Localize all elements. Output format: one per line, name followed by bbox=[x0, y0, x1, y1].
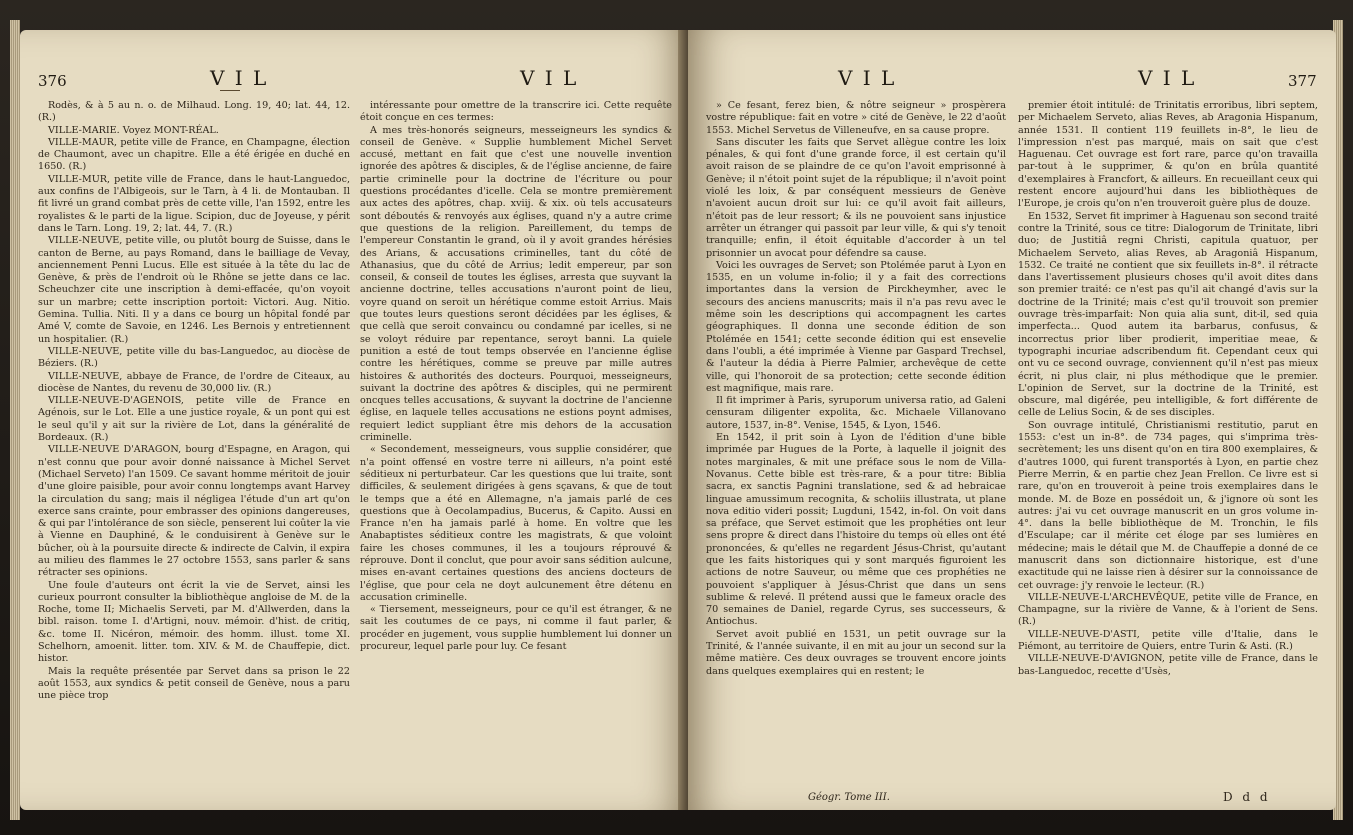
paragraph: VILLE-NEUVE, petite ville du bas-Languedoc, au diocèse de Béziers. (R.) bbox=[38, 345, 350, 370]
paragraph: VILLE-NEUVE-D'AVIGNON, petite ville de France, dans le bas-Languedoc, recette d'Usès, bbox=[1018, 653, 1318, 677]
right-column-1 bbox=[706, 100, 1006, 790]
paragraph: Mais la requête présentée par Servet dans sa prison le 22 août 1553, aux syndics & petit conseil de Genève, nous a paru une pièce trop bbox=[38, 665, 350, 702]
header-rule bbox=[220, 90, 240, 91]
paragraph: « Secondement, messeigneurs, vous supplie considérer, que n'a point offensé en vostre terre ni ailleurs, n'a point esté séditieux ni perturbateur. Car les questions que lui traite, sont difficiles, & seulement dirigées à gens sçavans, & que de tout le temps que a été en Allemagne, n'a jamais parlé de ces questions que à Oecolampadius, Bucerus, & Capito. Aussi en France n'en ha jamais parlé à home. En voltre que les Anabaptistes séditieux contre les magistrats, & que voloint faire les choses communes, il les a toujours réprouvé & réprouve. Dont il conclut, que pour avoir sans sédition aulcune, mises en-avant certaines questions des anciens docteurs de l'église, que pour cela ne doyt aulcunement être détenu en accusation criminelle. bbox=[360, 444, 672, 603]
running-head-left-col2: V I L bbox=[520, 66, 579, 90]
running-head-left-col1: V I L bbox=[210, 66, 269, 90]
paragraph: Une foule d'auteurs ont écrit la vie de Servet, ainsi les curieux pourront consulter la bibliothèque angloise de M. de la Roche, tome II; Michaelis Serveti, par M. d'Allwerden, dans la bibl. raison. tome I. d'Artigni, nouv. mémoir. d'hist. de critiq, &c. tome II. Nicéron, mémoir. des homm. illust. tome XI. Schelhorn, amoenit. litter. tom. XIV. & M. de Chauffepie, dict. histor. bbox=[38, 579, 350, 665]
paragraph: Il fit imprimer à Paris, syruporum universa ratio, ad Galeni censuram diligenter expolita, &c. Michaele Villanovano autore, 1537, in-8°. Venise, 1545, & Lyon, 1546. bbox=[706, 395, 1006, 431]
left-page bbox=[20, 30, 688, 810]
signature-mark: D d d bbox=[1223, 790, 1271, 804]
page-number-right: 377 bbox=[1288, 72, 1317, 90]
paragraph: Son ouvrage intitulé, Christianismi restitutio, parut en 1553: c'est un in-8°. de 734 pages, qui s'imprima très-secrètement; les uns disent qu'on en tira 800 exemplaires, & d'autres 1000, qui furent transportés à Lyon, en partie chez Pierre Merrin, & en partie chez Jean Frellon. Ce livre est si rare, qu'on en trouveroit à peine trois exemplaires dans le monde. M. de Boze en possédoit un, & j'ignore où sont les autres: j'ai vu cet ouvrage manuscrit en un gros volume in-4°. dans la belle bibliothèque de M. Tronchin, le fils d'Esculape; car il mérite cet éloge par ses lumières en médecine; mais le détail que M. de Chauffepie a donné de ce manuscrit dans son dictionnaire historique, est d'une exactitude qui ne laisse rien à désirer sur la connoissance de cet ouvrage: j'y renvoie le lecteur. (R.) bbox=[1018, 419, 1318, 591]
paragraph: VILLE-MUR, petite ville de France, dans le haut-Languedoc, aux confins de l'Albigeois, sur le Tarn, à 4 li. de Montauban. Il fit livré un grand combat près de cette ville, l'an 1592, entre les royalistes & le parti de la ligue. Scipion, duc de Joyeuse, y périt dans le Tarn. Long. 19, 2; lat. 44, 7. (R.) bbox=[38, 173, 350, 234]
left-column-2 bbox=[360, 100, 672, 800]
paragraph: « Tiersement, messeigneurs, pour ce qu'il est étranger, & ne sait les coutumes de ce pays, ni comme il faut parler, & procéder en jugement, vous supplie humblement lui donner un procureur, lequel parle pour luy. Ce fesant bbox=[360, 604, 672, 653]
paragraph: Servet avoit publié en 1531, un petit ouvrage sur la Trinité, & l'année suivante, il en mit au jour un second sur la même matière. Ces deux ouvrages se trouvent encore joints dans quelques exemplaires qui en restent; le bbox=[706, 628, 1006, 677]
paragraph: premier étoit intitulé: de Trinitatis erroribus, libri septem, per Michaelem Serveto, alias Reves, ab Aragonia Hispanum, année 1531. Il contient 119 feuillets in-8°, le lieu de l'impression n'est pas marqué, mais on sait que c'est Haguenau. Cet ouvrage est fort rare, parce qu'on travailla par-tout à le supprimer, & qu'on en brûla quantité d'exemplaires à Francfort, & ailleurs. En recueillant ceux qui restent encore aujourd'hui dans les bibliothèques de l'Europe, je crois qu'on n'en trouveroit guère plus de douze. bbox=[1018, 100, 1318, 210]
paragraph: » Ce fesant, ferez bien, & nôtre seigneur » prospèrera vostre république: fait en votre » cité de Genève, le 22 d'août 1553. Michel Servetus de Villeneufve, en sa cause propre. bbox=[706, 100, 1006, 136]
footer-signature-note: Géogr. Tome III. bbox=[808, 792, 890, 803]
running-head-right-col1: V I L bbox=[838, 66, 897, 90]
paragraph: Voici les ouvrages de Servet; son Ptolémée parut à Lyon en 1535, en un volume in-folio; il y a fait des corrections importantes dans la version de Pirckheymher, avec le secours des anciens manuscrits; mais il n'a pas revu avec le même soin les descriptions qui accompagnent les cartes géographiques. Il donna une seconde édition de son Ptolémée en 1541; cette seconde édition qui est ensevelie dans l'oubli, a été imprimée à Vienne par Gaspard Trechsel, & l'auteur la dédia à Pierre Palmier, archevêque de cette ville, qui l'honoroit de sa protection; cette seconde édition est magnifique, mais rare. bbox=[706, 259, 1006, 394]
paragraph: En 1532, Servet fit imprimer à Haguenau son second traité contre la Trinité, sous ce titre: Dialogorum de Trinitate, libri duo; de Justitiâ regni Christi, capitula quatuor, per Michaelem Serveto, alias Reves, ab Aragoniâ Hispanum, 1532. Ce traité ne contient que six feuillets in-8°. il rétracte dans l'avertissement plusieurs choses qu'il avoit dites dans son premier traité: ce n'est pas qu'il ait changé d'avis sur la doctrine de la Trinité; mais c'est qu'il trouvoit son premier ouvrage très-imparfait: Non quia alia sunt, dit-il, sed quia imperfecta... Quod autem ita barbarus, confusus, & incorrectus prior liber prodierit, imperitiae meae, & typographi incuriae adscribendum fit. Cependant ceux qui ont vu ce second ouvrage, conviennent qu'il n'est pas mieux écrit, ni plus clair, ni plus méthodique que le premier. L'opinion de Servet, sur la doctrine de la Trinité, est obscure, mal digérée, peu intelligible, & fort différente de celle de Lelius Socin, & de ses disciples. bbox=[1018, 210, 1318, 419]
paragraph: VILLE-NEUVE-D'ASTI, petite ville d'Italie, dans le Piémont, au territoire de Quiers, entre Turin & Asti. (R.) bbox=[1018, 628, 1318, 653]
right-column-2 bbox=[1018, 100, 1318, 790]
paragraph: VILLE-NEUVE-D'AGENOIS, petite ville de France en Agénois, sur le Lot. Elle a une justice royale, & un pont qui est le seul qu'il y ait sur la rivière de Lot, dans la généralité de Bordeaux. (R.) bbox=[38, 395, 350, 444]
paragraph: intéressante pour omettre de la transcrire ici. Cette requête étoit conçue en ces termes: bbox=[360, 100, 672, 124]
paragraph: VILLE-NEUVE, abbaye de France, de l'ordre de Citeaux, au diocèse de Nantes, du revenu de 30,000 liv. (R.) bbox=[38, 370, 350, 394]
page-number-left: 376 bbox=[38, 72, 67, 90]
paragraph: Rodès, & à 5 au n. o. de Milhaud. Long. 19, 40; lat. 44, 12. (R.) bbox=[38, 100, 350, 124]
paragraph: A mes très-honorés seigneurs, messeigneurs les syndics & conseil de Genève. « Supplie humblement Michel Servet accusé, mettant en fait que c'est une nouvelle invention ignorée des apôtres & disciples, & de l'église ancienne, de faire partie criminelle pour la doctrine de l'écriture ou pour questions procédantes d'icelle. Cela se montre premièrement aux actes des apôtres, chap. xviij. & xix. où tels accusateurs sont déboutés & renvoyés aux églises, quand n'y a autre crime que questions de la religion. Pareillement, du temps de l'empereur Constantin le grand, où il y avoit grandes hérésies des Arians, & accusations criminelles, tant du côté de Athanasius, que du côté de Arrius; ledit empereur, par son conseil, & conseil de toutes les églises, arresta que suyvant la ancienne doctrine, telles accusations n'auront point de lieu, voyre quand on seroit un hérétique comme estoit Arrius. Mais que toutes leurs questions seront décidées par les églises, & que cellà que seroit convaincu ou condamné par icelles, si ne se voloyt réduire par repentance, seroyt banni. La quiele punition a esté de tout temps observée en l'ancienne église contre les hérétiques, comme se preuve par mille autres histoires & authorités des docteurs. Pourquoi, messeigneurs, suivant la doctrine des apôtres & disciples, qui ne permirent oncques telles accusations, & suyvant la doctrine de l'ancienne église, en laquele telles accusations ne estions poynt admises, requiert ledict suppliant être mis dehors de la accusation criminelle. bbox=[360, 124, 672, 444]
running-head-right-col2: V I L bbox=[1138, 66, 1197, 90]
paragraph: VILLE-NEUVE-L'ARCHEVÊQUE, petite ville de France, en Champagne, sur la rivière de Vanne, & à l'orient de Sens. (R.) bbox=[1018, 591, 1318, 628]
paragraph: VILLE-MARIE. Voyez MONT-RÉAL. bbox=[48, 124, 219, 136]
left-column-1 bbox=[38, 100, 350, 800]
paragraph: VILLE-NEUVE, petite ville, ou plutôt bourg de Suisse, dans le canton de Berne, au pays Romand, dans le bailliage de Vevay, anciennement Penni Lucus. Elle est située à la tête du lac de Genève, & près de l'endroit où le Rhône se jette dans ce lac. Scheuchzer cite une inscription à demi-effacée, qu'on voyoit sur un marbre; cette inscription portoit: Victori. Aug. Nitio. Gemina. Tullia. Niti. Il y a dans ce bourg un hôpital fondé par Amé V, comte de Savoie, en 1246. Les Bernois y entretiennent un hospitalier. (R.) bbox=[38, 235, 350, 345]
paragraph: En 1542, il prit soin à Lyon de l'édition d'une bible imprimée par Hugues de la Porte, à laquelle il joignit des notes marginales, & mit une préface sous le nom de Villa-Novanus. Cette bible est très-rare, & a pour titre: Biblia sacra, ex sanctis Pagnini translatione, sed & ad hebraicae linguae amussimum recognita, & scholiis illustrata, ut plane nova editio videri possit; Lugduni, 1542, in-fol. On voit dans sa préface, que Servet estimoit que les prophéties ont leur sens propre & direct dans l'histoire du temps où elles ont été prononcées, & qu'elles ne regardent Jésus-Christ, qu'autant que les faits historiques qui y sont marqués figuroient les actions de notre Sauveur, ou même que ces prophéties ne pouvoient s'appliquer à Jésus-Christ que dans un sens sublime & relevé. Il prétend aussi que le fameux oracle des 70 semaines de Daniel, regarde Cyrus, ses successeurs, & Antiochus. bbox=[706, 432, 1006, 628]
paragraph: Sans discuter les faits que Servet allègue contre les loix pénales, & qui font d'une grande force, il est certain qu'il avoit raison de se plaindre de ce qu'on l'avoit emprisonné à Genève; il n'étoit point sujet de la république; il n'avoit point violé les loix, & par conséquent messieurs de Genève n'avoient aucun droit sur lui: ce qu'il avoit fait ailleurs, n'étoit pas de leur ressort; & ils ne pouvoient sans injustice arrêter un étranger qui passoit par leur ville, & qui s'y tenoit tranquille; enfin, il étoit équitable d'accorder à un tel prisonnier un avocat pour défendre sa cause. bbox=[706, 136, 1006, 259]
left-page-edges bbox=[10, 20, 20, 820]
paragraph: VILLE-MAUR, petite ville de France, en Champagne, élection de Chaumont, avec un chapitre. Elle a été érigée en duché en 1650. (R.) bbox=[38, 136, 350, 173]
right-page bbox=[688, 30, 1336, 810]
paragraph: VILLE-NEUVE D'ARAGON, bourg d'Espagne, en Aragon, qui n'est connu que pour avoir donné naissance à Michel Servet (Michael Serveto) l'an 1509. Ce savant homme méritoit de jouir d'une gloire paisible, pour avoir connu longtemps avant Harvey la circulation du sang; mais il négligea l'étude d'un art qu'on exerce sans crainte, pour embrasser des opinions dangereuses, & qui par l'intolérance de son siècle, penserent lui coûter la vie à Vienne en Dauphiné, & le conduisirent à Genève sur le bûcher, où à la poursuite directe & indirecte de Calvin, il expira au milieu des flammes le 27 octobre 1553, sans parler & sans rétracter ses opinions. bbox=[38, 444, 350, 579]
